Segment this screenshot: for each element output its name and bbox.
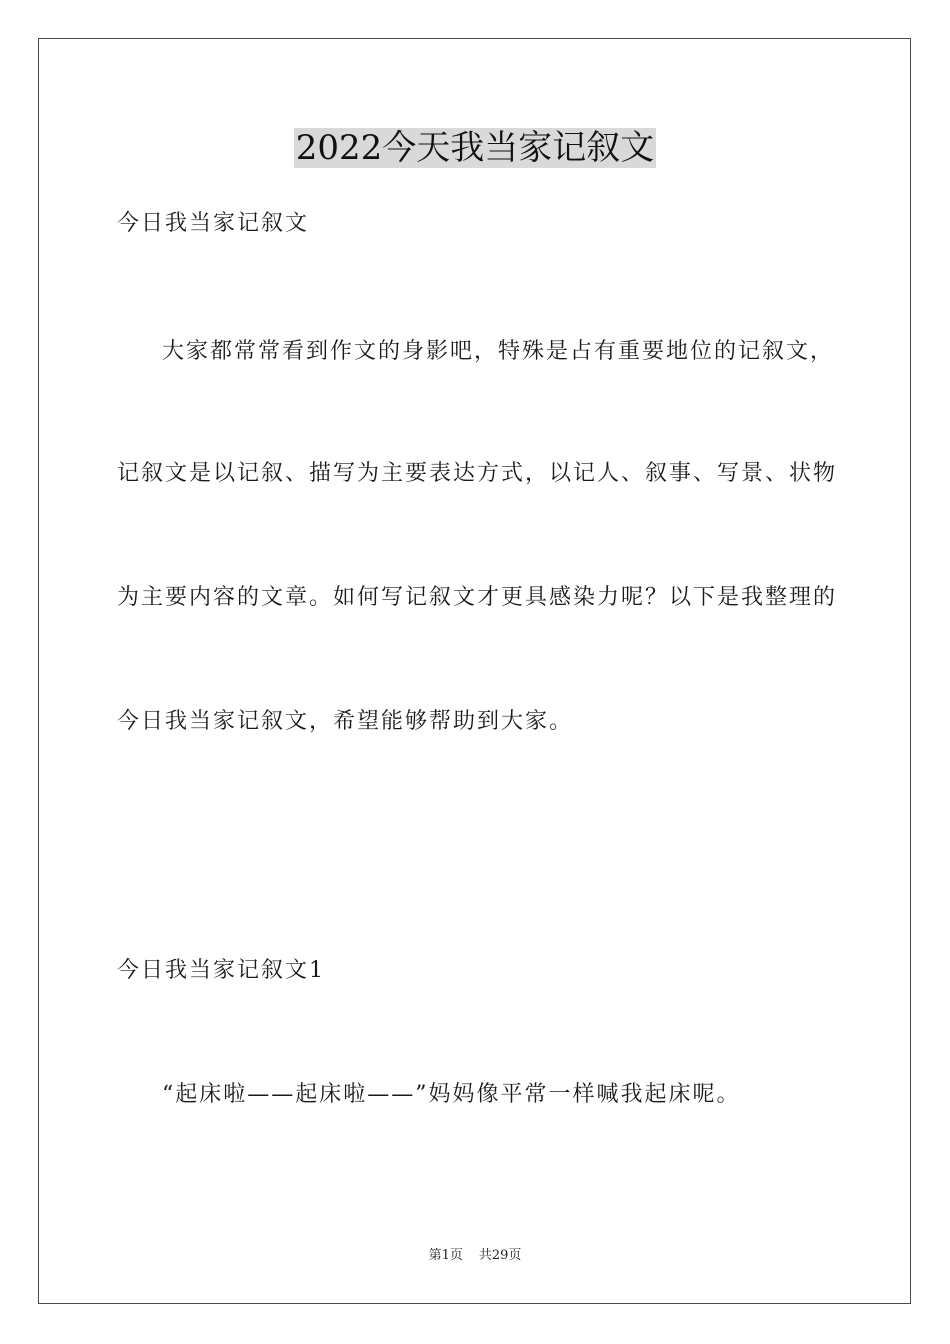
paragraph-line-4: 今日我当家记叙文，希望能够帮助到大家。: [117, 709, 574, 734]
page-total: 共29页: [478, 1248, 522, 1263]
page-footer: [0, 1247, 950, 1265]
title-container: [0, 128, 950, 168]
paragraph-line-2: 记叙文是以记叙、描写为主要表达方式，以记人、叙事、写景、状物: [117, 461, 838, 486]
section-paragraph-line-1: “起床啦——起床啦——”妈妈像平常一样喊我起床呢。: [162, 1082, 741, 1107]
document-title: 2022今天我当家记叙文: [295, 128, 655, 168]
paragraph-line-1: 大家都常常看到作文的身影吧，特殊是占有重要地位的记叙文，: [162, 339, 835, 364]
paragraph-line-3: 为主要内容的文章。如何写记叙文才更具感染力呢？以下是我整理的: [117, 585, 838, 610]
subtitle-line: 今日我当家记叙文: [117, 211, 310, 236]
page-number: 第1页: [428, 1248, 463, 1263]
section-heading: 今日我当家记叙文1: [117, 958, 325, 983]
